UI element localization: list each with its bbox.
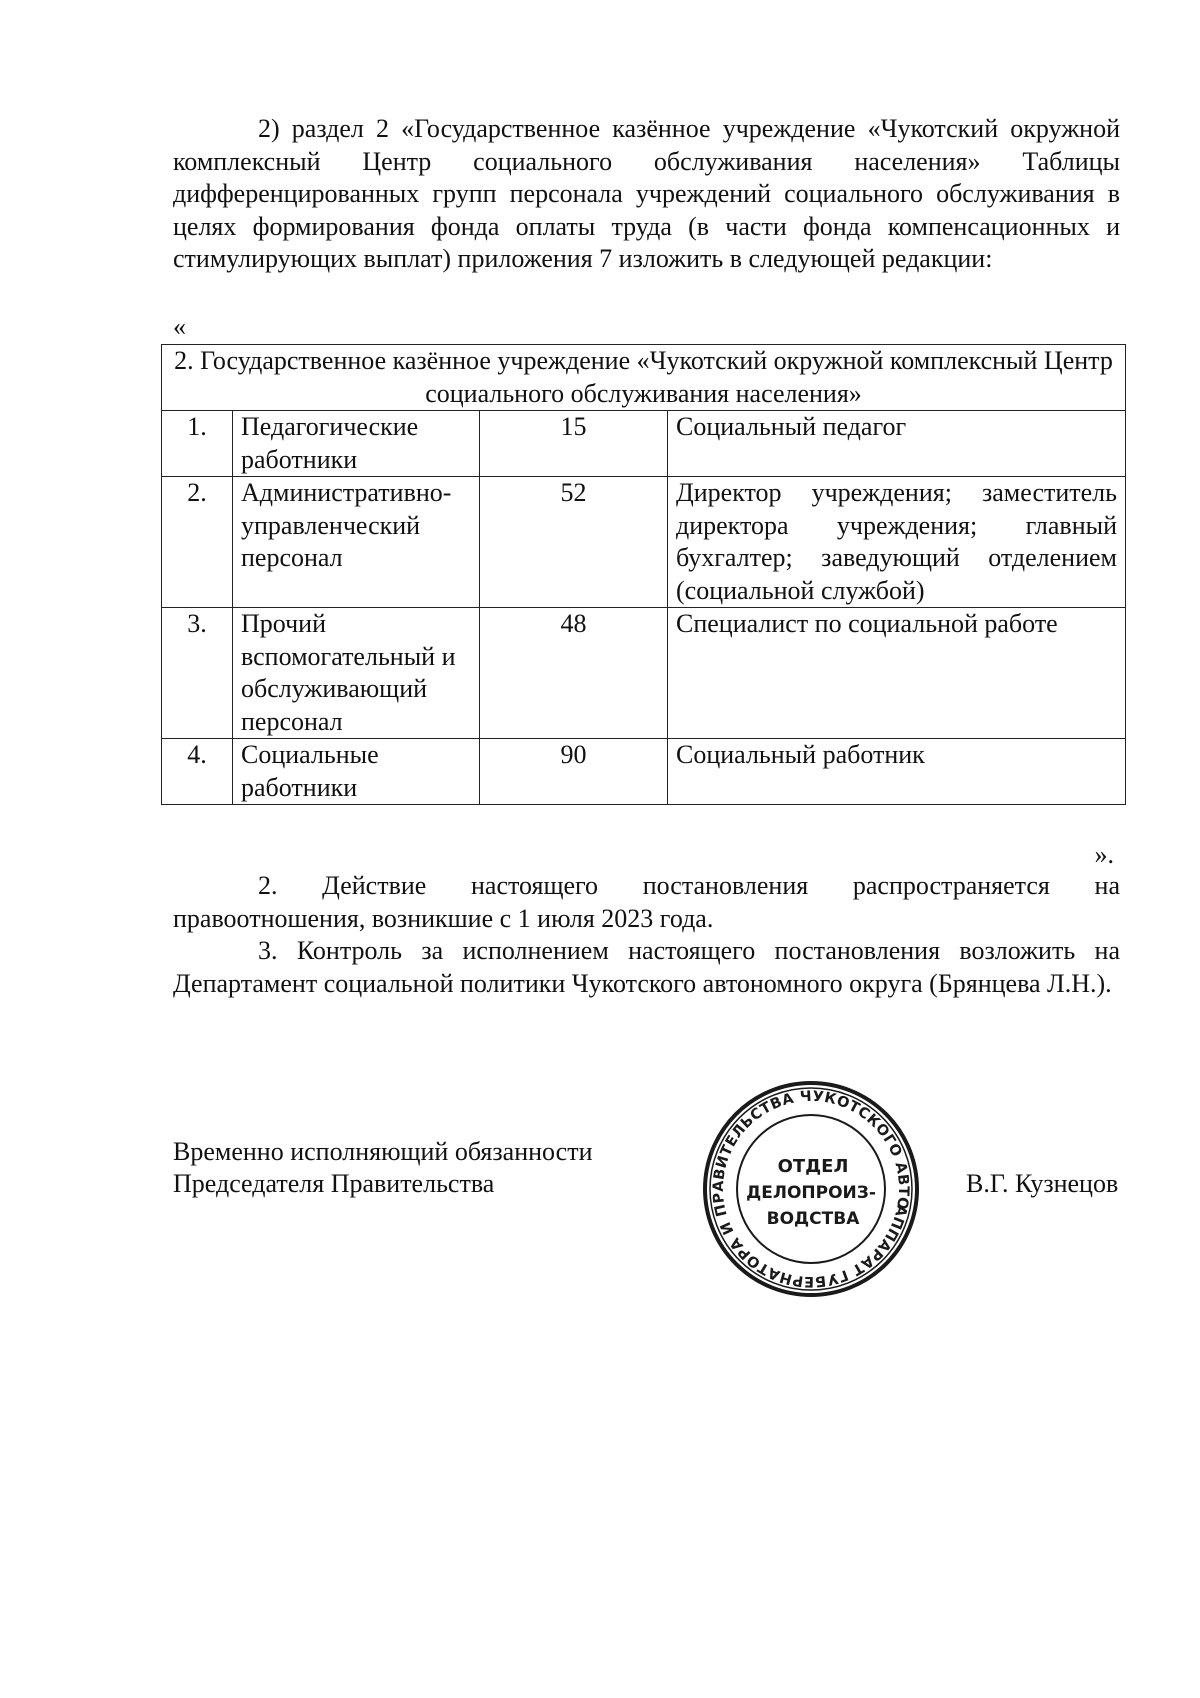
group-positions: Специалист по социальной работе xyxy=(668,608,1126,739)
group-name: Прочий вспомогательный и обслуживающий персонал xyxy=(233,608,480,739)
seal-line-3: ВОДСТВА xyxy=(766,1209,860,1229)
staff-groups-table xyxy=(161,344,1126,805)
table-row xyxy=(162,411,1126,477)
signatory-name: В.Г. Кузнецов xyxy=(966,1169,1119,1198)
table-row xyxy=(162,608,1126,739)
group-positions: Социальный работник xyxy=(668,739,1126,805)
table-row xyxy=(162,739,1126,805)
clause-2-paragraph: 2. Действие настоящего постановления распространяется на правоотношения, возникшие с 1 июля 2023 года. xyxy=(173,871,1120,933)
row-number: 1. xyxy=(162,411,233,477)
table-header-row xyxy=(162,345,1126,411)
seal-icon xyxy=(702,1080,920,1298)
group-name: Социальные работники xyxy=(233,739,480,805)
opening-quote: « xyxy=(173,312,186,341)
group-positions: Директор учреждения; заместитель директора учреждения; главный бухгалтер; заведующий отделением (социальной службой) xyxy=(668,477,1126,608)
group-positions: Социальный педагог xyxy=(668,411,1126,477)
table-row xyxy=(162,477,1126,608)
clause-3-paragraph: 3. Контроль за исполнением настоящего постановления возложить на Департамент социальной политики Чукотского автономного округа (Брянцева Л.Н.). xyxy=(173,936,1120,998)
seal-line-2: ДЕЛОПРОИЗ- xyxy=(746,1183,876,1203)
seal-line-1: ОТДЕЛ xyxy=(777,1156,849,1177)
closing-quote: ». xyxy=(1094,840,1114,869)
group-count: 52 xyxy=(480,477,668,608)
group-count: 90 xyxy=(480,739,668,805)
signatory-title-line-1: Временно исполняющий обязанности xyxy=(173,1137,593,1166)
official-seal xyxy=(702,1080,920,1298)
seal-ring-text: АППАРАТ ГУБЕРНАТОРА И ПРАВИТЕЛЬСТВА ЧУКОТСКОГО АВТО xyxy=(710,1088,912,1290)
signatory-title-line-2: Председателя Правительства xyxy=(173,1169,495,1198)
row-number: 3. xyxy=(162,608,233,739)
group-name: Административно-управленческий персонал xyxy=(233,477,480,608)
row-number: 4. xyxy=(162,739,233,805)
signatory-title xyxy=(173,1136,593,1200)
table-header-cell: 2. Государственное казённое учреждение «Чукотский окружной комплексный Центр социального обслуживания населения» xyxy=(162,345,1126,411)
group-count: 15 xyxy=(480,411,668,477)
group-count: 48 xyxy=(480,608,668,739)
row-number: 2. xyxy=(162,477,233,608)
group-name: Педагогические работники xyxy=(233,411,480,477)
intro-paragraph: 2) раздел 2 «Государственное казённое учреждение «Чукотский окружной комплексный Центр социального обслуживания населения» Таблицы дифференцированных групп персонала учреждений социального обслуживания в целях формирования фонда оплаты труда (в части фонда компенсационных и стимулирующих выплат) приложения 7 изложить в следующей редакции: xyxy=(173,114,1120,273)
